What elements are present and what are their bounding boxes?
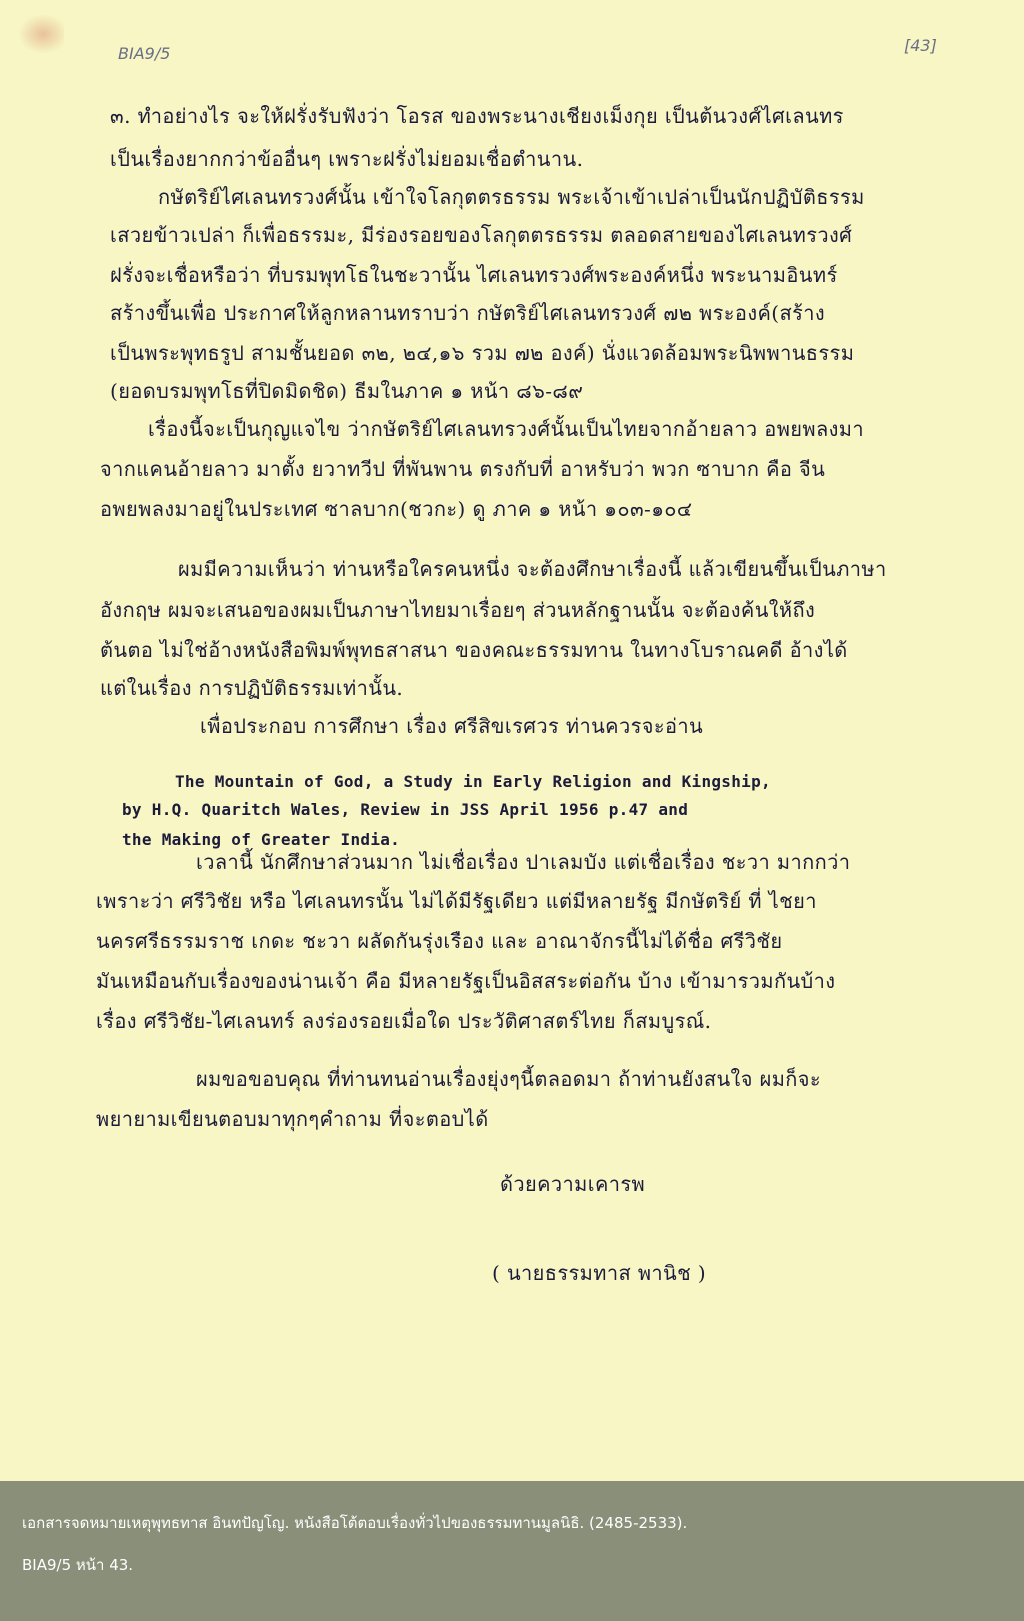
text-line: เสวยข้าวเปล่า ก็เพื่อธรรมะ, มีร่องรอยของโลกุตตรธรรม ตลอดสายของไศเลนทรวงศ์ xyxy=(110,223,853,247)
text-line: สร้างขึ้นเพื่อ ประกาศให้ลูกหลานทราบว่า กษัตริย์ไศเลนทรวงศ์ ๗๒ พระองค์(สร้าง xyxy=(110,301,826,325)
text-line: เรื่องนี้จะเป็นกุญแจไข ว่ากษัตริย์ไศเลนทรวงศ์นั้นเป็นไทยจากอ้ายลาว อพยพลงมา xyxy=(148,417,865,441)
text-line: แต่ในเรื่อง การปฏิบัติธรรมเท่านั้น. xyxy=(100,676,404,700)
text-line: (ยอดบรมพุทโธที่ปิดมิดชิด) ธีมในภาค ๑ หน้า ๘๖-๘๙ xyxy=(110,379,584,403)
text-line: ต้นตอ ไม่ใช่อ้างหนังสือพิมพ์พุทธสาสนา ของคณะธรรมทาน ในทางโบราณคดี อ้างได้ xyxy=(100,638,848,662)
paper-stain xyxy=(18,14,64,54)
text-line: ฝรั่งจะเชื่อหรือว่า ที่บรมพุทโธในชะวานั้น ไศเลนทรวงศ์พระองค์หนึ่ง พระนามอินทร์ xyxy=(110,263,838,287)
text-line: เพื่อประกอบ การศึกษา เรื่อง ศรีสิขเรศวร ท่านควรจะอ่าน xyxy=(200,714,704,738)
text-line: พยายามเขียนตอบมาทุกๆคำถาม ที่จะตอบได้ xyxy=(96,1107,489,1131)
archive-caption xyxy=(0,1481,1024,1621)
text-line: เวลานี้ นักศึกษาส่วนมาก ไม่เชื่อเรื่อง ปาเลมบัง แต่เชื่อเรื่อง ชะวา มากกว่า xyxy=(196,850,851,874)
text-line: ผมมีความเห็นว่า ท่านหรือใครคนหนึ่ง จะต้องศึกษาเรื่องนี้ แล้วเขียนขึ้นเป็นภาษา xyxy=(178,557,887,581)
text-line: เป็นพระพุทธรูป สามชั้นยอด ๓๒, ๒๔,๑๖ รวม ๗๒ องค์) นั่งแวดล้อมพระนิพพานธรรม xyxy=(110,341,855,365)
text-line: ผมขอขอบคุณ ที่ท่านทนอ่านเรื่องยุ่งๆนี้ตลอดมา ถ้าท่านยังสนใจ ผมก็จะ xyxy=(196,1067,822,1091)
text-line: เป็นเรื่องยากกว่าข้ออื่นๆ เพราะฝรั่งไม่ยอมเชื่อตำนาน. xyxy=(110,147,584,171)
text-line: อพยพลงมาอยู่ในประเทศ ซาลบาก(ชวกะ) ดู ภาค ๑ หน้า ๑๐๓-๑๐๔ xyxy=(100,497,693,521)
page-number-right: [43] xyxy=(904,36,937,55)
text-line: มันเหมือนกับเรื่องของน่านเจ้า คือ มีหลายรัฐเป็นอิสสระต่อกัน บ้าง เข้ามารวมกันบ้าง xyxy=(96,969,836,993)
text-line: เพราะว่า ศรีวิชัย หรือ ไศเลนทรนั้น ไม่ได้มีรัฐเดียว แต่มีหลายรัฐ มีกษัตริย์ ที่ ไชยา xyxy=(96,889,817,913)
english-reference-line: The Mountain of God, a Study in Early Religion and Kingship, xyxy=(175,772,771,791)
text-line: ๓. ทำอย่างไร จะให้ฝรั่งรับฟังว่า โอรส ของพระนางเชียงเม็งกุย เป็นต้นวงศ์ไศเลนทร xyxy=(110,104,844,128)
english-reference-line: by H.Q. Quaritch Wales, Review in JSS April 1956 p.47 and xyxy=(122,800,689,819)
text-line: เรื่อง ศรีวิชัย-ไศเลนทร์ ลงร่องรอยเมื่อใด ประวัติศาสตร์ไทย ก็สมบูรณ์. xyxy=(96,1009,712,1033)
text-line: ด้วยความเคารพ xyxy=(500,1172,646,1196)
caption-reference: BIA9/5 หน้า 43. xyxy=(22,1556,134,1574)
text-line: กษัตริย์ไศเลนทรวงศ์นั้น เข้าใจโลกุตตรธรรม พระเจ้าเข้าเปล่าเป็นนักปฏิบัติธรรม xyxy=(158,185,865,209)
english-reference-line: the Making of Greater India. xyxy=(122,830,401,849)
text-line: จากแคนอ้ายลาว มาตั้ง ยวาทวีป ที่พันพาน ตรงกับที่ อาหรับว่า พวก ซาบาก คือ จีน xyxy=(100,457,826,481)
text-line: อังกฤษ ผมจะเสนอของผมเป็นภาษาไทยมาเรื่อยๆ ส่วนหลักฐานนั้น จะต้องค้นให้ถึง xyxy=(100,598,816,622)
text-line: นครศรีธรรมราช เกดะ ชะวา ผลัดกันรุ่งเรือง และ อาณาจักรนี้ไม่ได้ชื่อ ศรีวิชัย xyxy=(96,929,783,953)
archive-reference-left: BIA9/5 xyxy=(118,44,171,63)
caption-title: เอกสารจดหมายเหตุพุทธทาส อินทปัญโญ. หนังสือโต้ตอบเรื่องทั่วไปของธรรมทานมูลนิธิ. (2485-2533). xyxy=(22,1514,688,1532)
text-line: ( นายธรรมทาส พานิช ) xyxy=(492,1261,707,1285)
